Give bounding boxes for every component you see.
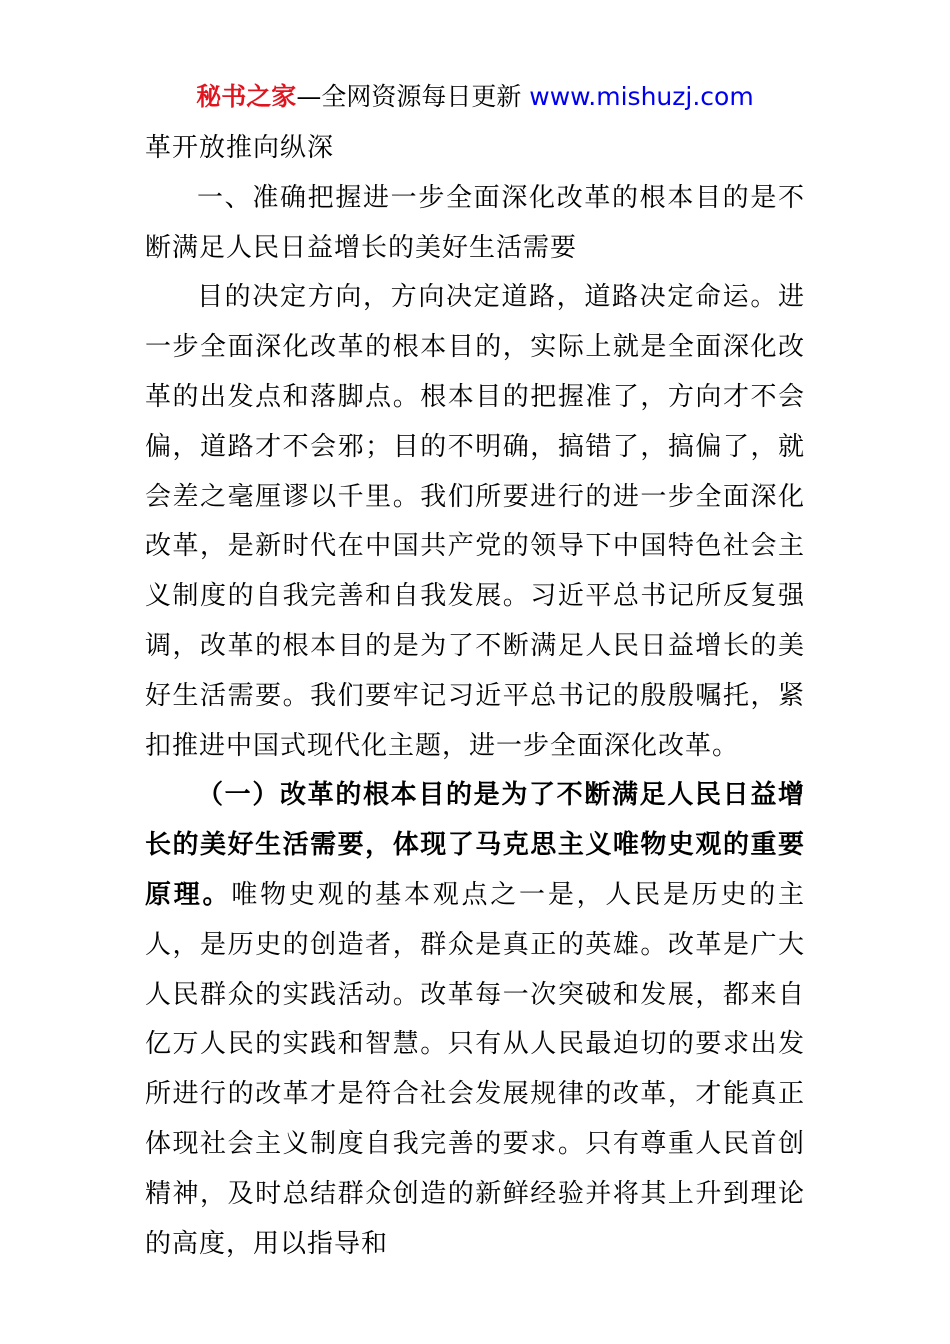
site-url-link[interactable]: www.mishuzj.com [529, 82, 754, 111]
page-header [0, 80, 950, 114]
header-tagline: —全网资源每日更新 [296, 82, 530, 111]
site-brand: 秘书之家 [196, 82, 297, 111]
paragraph-continuation: 革开放推向纵深 [145, 133, 335, 163]
body-paragraph: 目的决定方向，方向决定道路，道路决定命运。进一步全面深化改革的根本目的，实际上就是全面深化改革的出发点和落脚点。根本目的把握准了，方向才不会偏，道路才不会邪；目的不明确，搞错了，搞偏了，就会差之毫厘谬以千里。我们所要进行的进一步全面深化改革，是新时代在中国共产党的领导下中国特色社会主义制度的自我完善和自我发展。习近平总书记所反复强调，改革的根本目的是为了不断满足人民日益增长的美好生活需要。我们要牢记习近平总书记的殷殷嘱托，紧扣推进中国式现代化主题，进一步全面深化改革。 [145, 282, 805, 761]
section-heading: 一、准确把握进一步全面深化改革的根本目的是不断满足人民日益增长的美好生活需要 [145, 182, 805, 263]
document-body [145, 124, 805, 1269]
subsection-heading: （一）改革的根本目的是为了不断满足人民日益增长的美好生活需要，体现了马克思主义唯物史观的重要原理。 [145, 780, 805, 910]
subsection-text: 唯物史观的基本观点之一是，人民是历史的主人，是历史的创造者，群众是真正的英雄。改革是广大人民群众的实践活动。改革每一次突破和发展，都来自亿万人民的实践和智慧。只有从人民最迫切的要求出发所进行的改革才是符合社会发展规律的改革，才能真正体现社会主义制度自我完善的要求。只有尊重人民首创精神，及时总结群众创造的新鲜经验并将其上升到理论的高度，用以指导和 [145, 879, 805, 1259]
subsection-paragraph [145, 771, 805, 1269]
